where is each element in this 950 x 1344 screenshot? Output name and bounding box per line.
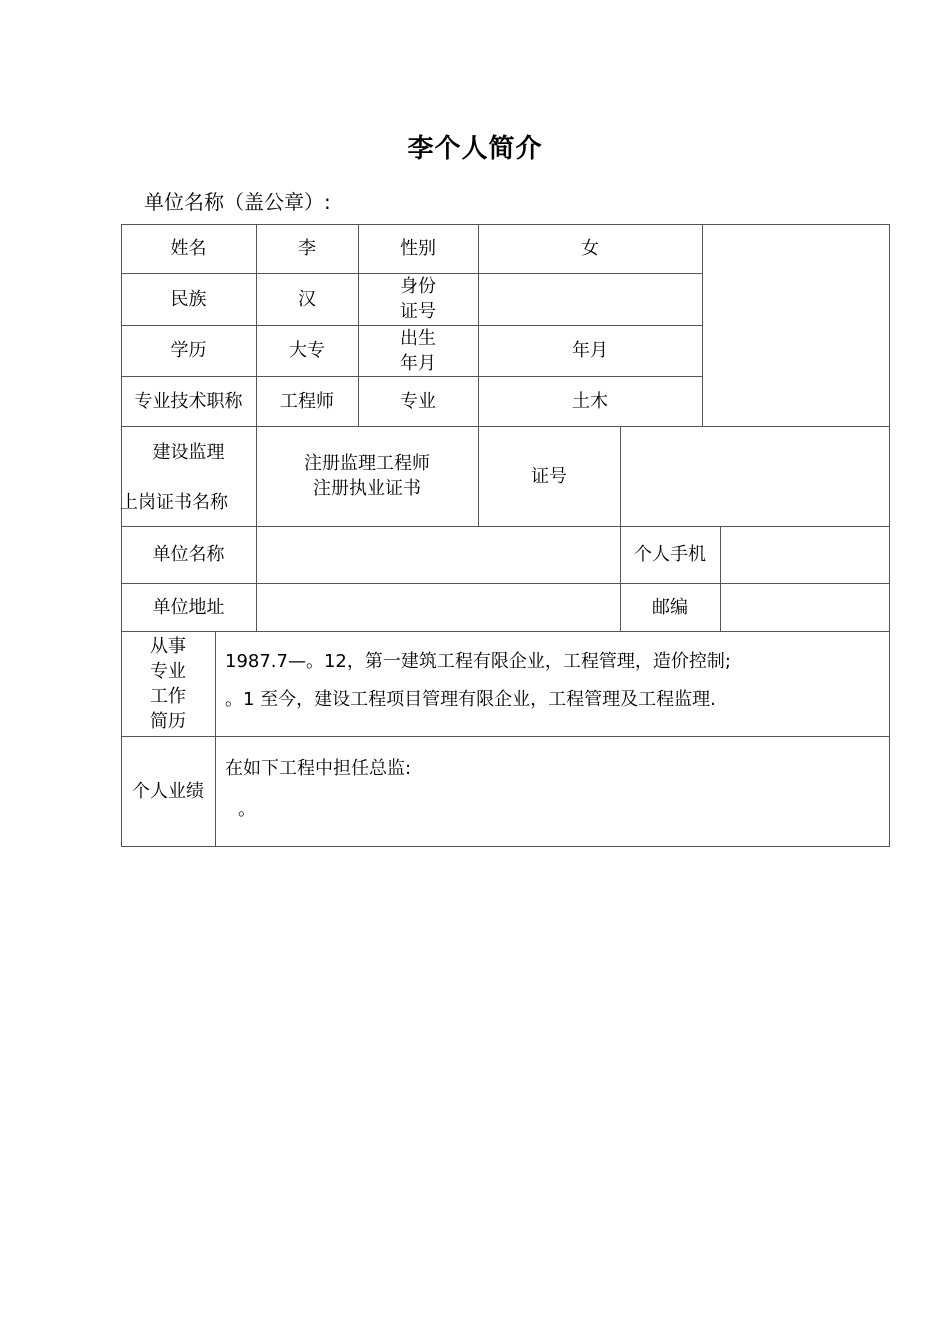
education-label: 学历 bbox=[170, 340, 207, 361]
postcode-label: 邮编 bbox=[652, 596, 688, 618]
photo-box[interactable] bbox=[702, 224, 889, 426]
work-history-label: 从事 专业 工作 简历 bbox=[150, 635, 186, 732]
ethnicity-value[interactable]: 汉 bbox=[298, 288, 316, 310]
gender-label: 性别 bbox=[400, 238, 436, 259]
name-label: 姓名 bbox=[170, 238, 207, 259]
unit-name-value[interactable] bbox=[256, 526, 620, 583]
id-number-value[interactable] bbox=[478, 273, 702, 325]
ethnicity-label: 民族 bbox=[170, 288, 207, 310]
document-title: 李个人简介 bbox=[407, 134, 543, 164]
id-number-label: 身份 证号 bbox=[400, 276, 436, 322]
professional-title-value[interactable]: 工程师 bbox=[280, 390, 334, 412]
unit-address-value[interactable] bbox=[256, 583, 620, 631]
unit-address-label: 单位地址 bbox=[152, 596, 225, 618]
education-value[interactable]: 大专 bbox=[289, 340, 325, 361]
major-value[interactable]: 土木 bbox=[572, 390, 608, 412]
birth-date-value[interactable]: 年月 bbox=[572, 340, 608, 361]
certificate-number-value[interactable] bbox=[620, 426, 889, 526]
major-label: 专业 bbox=[400, 390, 436, 412]
table-border-right bbox=[889, 224, 890, 847]
certificate-number-label: 证号 bbox=[531, 465, 567, 487]
row-divider bbox=[121, 736, 890, 737]
birth-date-label: 出生 年月 bbox=[400, 327, 436, 374]
unit-name-label: 单位名称 bbox=[152, 544, 225, 565]
table-border-bottom bbox=[121, 846, 890, 847]
work-history-line: 1987.7—。12，第一建筑工程有限企业，工程管理，造价控制; bbox=[225, 651, 731, 672]
postcode-value[interactable] bbox=[720, 583, 889, 631]
unit-stamp-label: 单位名称（盖公章）: bbox=[144, 190, 331, 214]
work-history-line: 。1 至今，建设工程项目管理有限企业，工程管理及工程监理. bbox=[225, 689, 716, 710]
achievements-label: 个人业绩 bbox=[132, 780, 204, 802]
professional-title-label: 专业技术职称 bbox=[134, 390, 243, 412]
certificate-name-value[interactable]: 注册监理工程师 注册执业证书 bbox=[304, 453, 430, 499]
name-value[interactable]: 李 bbox=[298, 238, 316, 259]
gender-value[interactable]: 女 bbox=[581, 238, 599, 259]
achievements-line: 在如下工程中担任总监: bbox=[225, 758, 412, 779]
mobile-phone-label: 个人手机 bbox=[634, 544, 706, 565]
row-divider bbox=[121, 631, 890, 632]
certificate-label-line1: 建设监理 bbox=[152, 442, 225, 463]
col-divider bbox=[215, 631, 216, 846]
mobile-phone-value[interactable] bbox=[720, 526, 889, 583]
certificate-label-line2: 上岗证书名称 bbox=[120, 492, 228, 513]
achievements-line: 。 bbox=[238, 799, 256, 820]
